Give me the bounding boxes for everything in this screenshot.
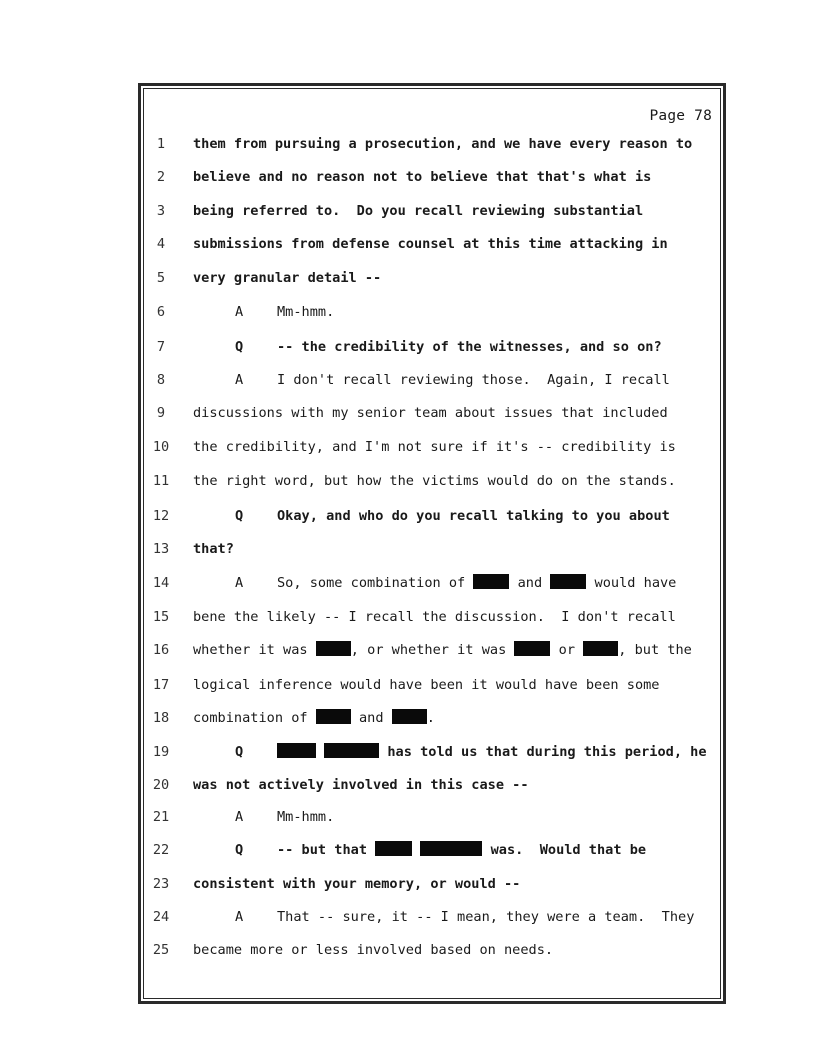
line-content: logical inference would have been it would have been some	[193, 677, 660, 693]
line-text	[193, 402, 668, 424]
line-content: very granular detail --	[193, 270, 382, 286]
line-number: 11	[152, 473, 170, 489]
line-content: became more or less involved based on needs.	[193, 942, 554, 958]
line-number: 3	[156, 203, 166, 219]
line-text	[193, 906, 694, 928]
transcript-line	[150, 505, 720, 527]
line-number: 24	[152, 909, 170, 925]
line-number: 19	[152, 744, 170, 760]
transcript-line	[150, 806, 720, 828]
speaker-label: Q	[235, 508, 244, 524]
line-segment: whether it was	[193, 642, 316, 658]
transcript-line	[150, 470, 720, 492]
speaker-label: A	[235, 909, 244, 925]
line-content: bene the likely -- I recall the discussion. I don't recall	[193, 609, 676, 625]
line-text	[193, 639, 692, 661]
transcript-line	[150, 402, 720, 424]
speaker-label: Q	[235, 744, 244, 760]
line-content: Mm-hmm.	[277, 304, 335, 320]
line-content: the credibility, and I'm not sure if it's -- credibility is	[193, 439, 676, 455]
speaker-label: A	[235, 304, 244, 320]
transcript-line	[150, 606, 720, 628]
speaker-label: A	[235, 809, 244, 825]
line-content: That -- sure, it -- I mean, they were a team. They	[277, 909, 695, 925]
line-segment: , or whether it was	[350, 642, 515, 658]
transcript-line	[150, 939, 720, 961]
line-segment: has told us that during this period, he	[379, 744, 707, 760]
line-number: 6	[156, 304, 166, 320]
line-content: I don't recall reviewing those. Again, I recall	[277, 372, 670, 388]
line-number: 12	[152, 508, 170, 524]
line-text	[193, 166, 651, 188]
line-text	[193, 301, 334, 323]
transcript-line	[150, 741, 720, 763]
redaction-block	[316, 641, 351, 656]
line-content: -- the credibility of the witnesses, and so on?	[277, 339, 662, 355]
line-text	[193, 774, 529, 796]
transcript-line	[150, 906, 720, 928]
line-number: 5	[156, 270, 166, 286]
line-content: the right word, but how the victims would do on the stands.	[193, 473, 676, 489]
transcript-line	[150, 267, 720, 289]
line-number: 9	[156, 405, 166, 421]
line-text	[193, 707, 435, 729]
line-text	[193, 267, 381, 289]
line-content: discussions with my senior team about issues that included	[193, 405, 668, 421]
line-text	[193, 200, 643, 222]
line-text	[193, 674, 660, 696]
line-number: 14	[152, 575, 170, 591]
transcript-line	[150, 674, 720, 696]
transcript-line	[150, 336, 720, 358]
redaction-block	[583, 641, 618, 656]
speaker-label: A	[235, 575, 244, 591]
transcript-line	[150, 839, 720, 861]
line-text	[193, 873, 520, 895]
line-content: that?	[193, 541, 234, 557]
line-content: Okay, and who do you recall talking to you about	[277, 508, 670, 524]
line-number: 20	[152, 777, 170, 793]
line-segment: combination of	[193, 710, 316, 726]
line-text	[193, 538, 234, 560]
redaction-block	[550, 574, 586, 589]
line-text	[193, 741, 707, 763]
line-text	[193, 336, 662, 358]
transcript-line	[150, 572, 720, 594]
line-number: 1	[156, 136, 166, 152]
redaction-block	[392, 709, 427, 724]
line-segment	[316, 744, 324, 760]
transcript-line	[150, 707, 720, 729]
line-number: 13	[152, 541, 170, 557]
line-number: 23	[152, 876, 170, 892]
line-content: submissions from defense counsel at this time attacking in	[193, 236, 668, 252]
line-number: 25	[152, 942, 170, 958]
line-segment: , but the	[618, 642, 692, 658]
line-text	[193, 369, 670, 391]
line-number: 21	[152, 809, 170, 825]
speaker-label: Q	[235, 339, 244, 355]
page-number: Page 78	[649, 108, 712, 124]
line-number: 10	[152, 439, 170, 455]
line-text	[193, 133, 692, 155]
transcript-line	[150, 200, 720, 222]
redaction-block	[514, 641, 550, 656]
line-content: Mm-hmm.	[277, 809, 335, 825]
line-number: 4	[156, 236, 166, 252]
line-number: 16	[152, 642, 170, 658]
redaction-block	[375, 841, 412, 856]
line-segment: and	[350, 710, 392, 726]
line-text	[193, 436, 676, 458]
line-segment: would have	[586, 575, 677, 591]
redaction-block	[473, 574, 509, 589]
transcript-line	[150, 133, 720, 155]
transcript-line	[150, 639, 720, 661]
redaction-block	[316, 709, 351, 724]
line-segment: .	[426, 710, 435, 726]
line-text	[193, 839, 646, 861]
transcript-line	[150, 774, 720, 796]
line-segment: So, some combination of	[277, 575, 474, 591]
line-content: them from pursuing a prosecution, and we have every reason to	[193, 136, 693, 152]
transcript-line	[150, 301, 720, 323]
line-text	[193, 939, 553, 961]
redaction-block	[277, 743, 316, 758]
line-segment: and	[509, 575, 551, 591]
line-text	[193, 505, 670, 527]
line-segment	[412, 842, 420, 858]
redaction-block	[420, 841, 482, 856]
transcript-line	[150, 369, 720, 391]
line-text	[193, 806, 334, 828]
speaker-label: Q	[235, 842, 244, 858]
transcript-line	[150, 233, 720, 255]
line-content: being referred to. Do you recall reviewing substantial	[193, 203, 644, 219]
line-content: consistent with your memory, or would --	[193, 876, 521, 892]
transcript-line	[150, 436, 720, 458]
line-number: 7	[156, 339, 166, 355]
redaction-block	[324, 743, 379, 758]
line-text	[193, 233, 668, 255]
line-text	[193, 470, 676, 492]
transcript-line	[150, 873, 720, 895]
speaker-label: A	[235, 372, 244, 388]
line-segment: -- but that	[277, 842, 376, 858]
line-number: 17	[152, 677, 170, 693]
line-number: 2	[156, 169, 166, 185]
line-segment: or	[550, 642, 584, 658]
line-text	[193, 572, 676, 594]
line-segment: was. Would that be	[482, 842, 647, 858]
line-number: 8	[156, 372, 166, 388]
line-content: was not actively involved in this case --	[193, 777, 529, 793]
line-number: 15	[152, 609, 170, 625]
transcript-line	[150, 538, 720, 560]
transcript-line	[150, 166, 720, 188]
line-text	[193, 606, 676, 628]
line-content: believe and no reason not to believe that that's what is	[193, 169, 652, 185]
line-number: 22	[152, 842, 170, 858]
line-number: 18	[152, 710, 170, 726]
